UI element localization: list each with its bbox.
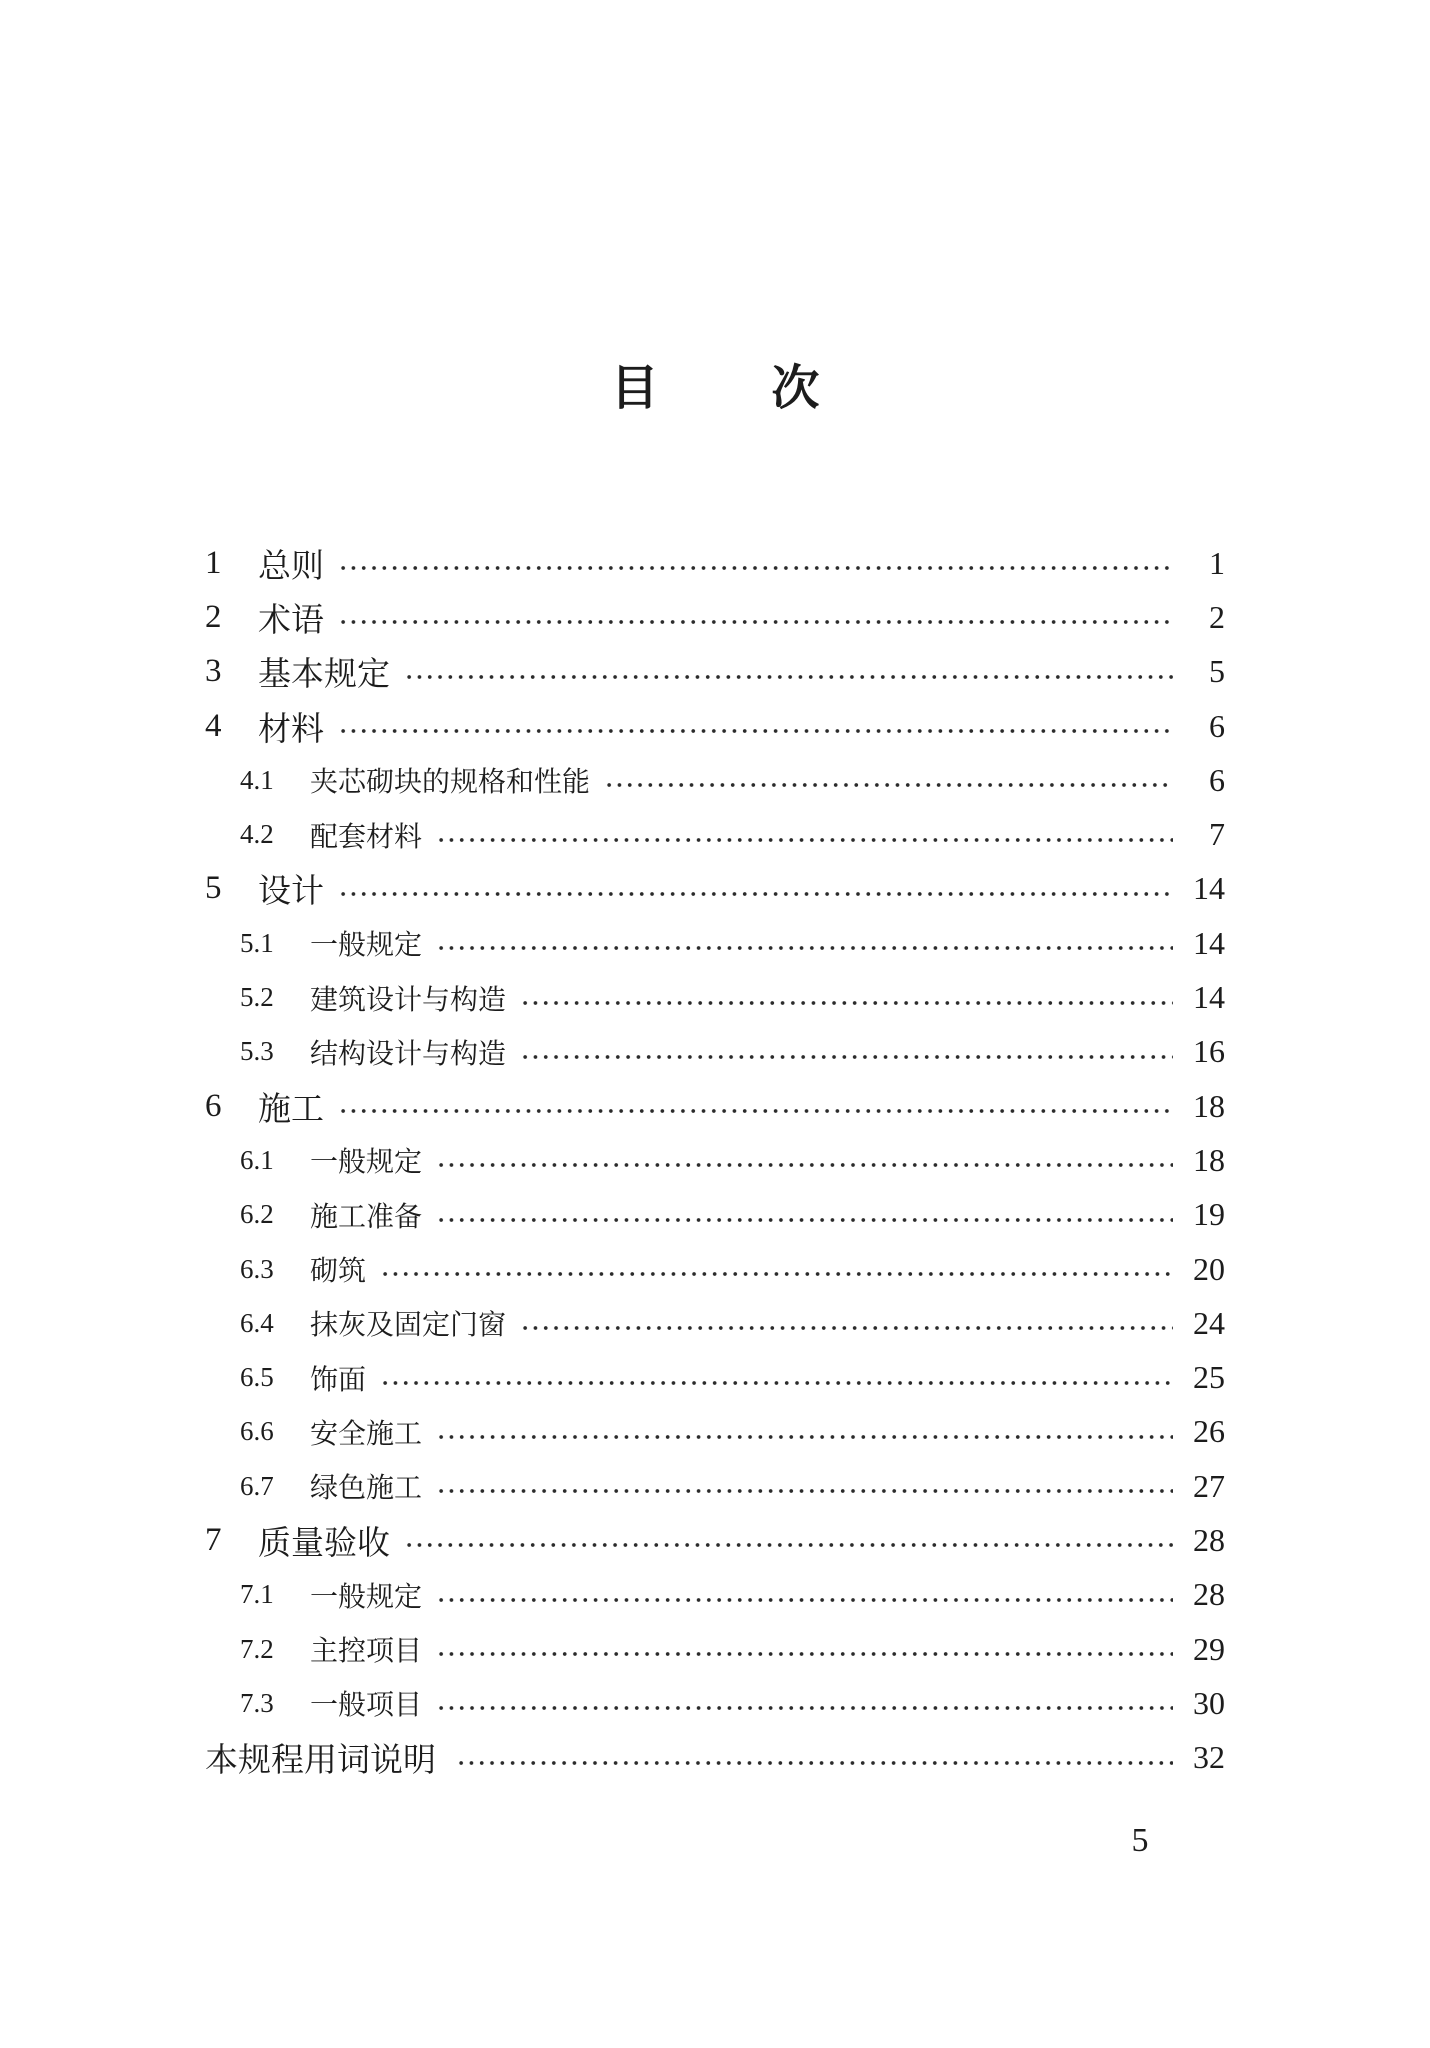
toc-entry-number: 6.3 [240, 1253, 274, 1284]
toc-entry-page: 18 [1193, 1087, 1225, 1124]
toc-entry-page: 14 [1193, 870, 1225, 907]
toc-entry-title: 结构设计与构造 [310, 1036, 507, 1070]
toc-entry-title: 配套材料 [310, 819, 423, 853]
toc-entry-title: 质量验收 [258, 1522, 390, 1562]
toc-entry-title: 饰面 [310, 1362, 367, 1396]
toc-entry-number: 5.1 [240, 927, 274, 958]
toc-entry-page: 1 [1209, 544, 1225, 581]
toc-entry-title: 本规程用词说明 [205, 1740, 436, 1780]
toc-entry-number: 1 [205, 544, 222, 581]
toc-dot-leader [404, 674, 1173, 680]
toc-entry[interactable] [205, 1459, 1225, 1513]
toc-entry-page: 26 [1193, 1413, 1225, 1450]
toc-entry[interactable] [205, 1133, 1225, 1187]
table-of-contents [205, 536, 1225, 1785]
toc-dot-leader [338, 619, 1173, 625]
toc-dot-leader [380, 1380, 1173, 1386]
toc-entry[interactable] [205, 1513, 1225, 1567]
toc-entry-number: 7.2 [240, 1633, 274, 1664]
toc-entry[interactable] [205, 753, 1225, 807]
toc-entry-title: 砌筑 [310, 1254, 367, 1287]
toc-entry[interactable] [205, 1025, 1225, 1079]
toc-dot-leader [520, 1325, 1173, 1331]
toc-entry-title: 设计 [258, 871, 324, 911]
toc-entry[interactable] [205, 862, 1225, 916]
toc-dot-leader [436, 945, 1173, 951]
toc-entry[interactable] [205, 699, 1225, 753]
toc-dot-leader [404, 1542, 1173, 1548]
toc-entry-number: 4 [205, 707, 222, 744]
toc-entry-page: 7 [1209, 816, 1225, 853]
toc-entry-number: 4.2 [240, 819, 274, 850]
toc-dot-leader [520, 1054, 1173, 1060]
toc-entry-number: 7.3 [240, 1687, 274, 1718]
toc-dot-leader [436, 1651, 1173, 1657]
toc-entry-title: 材料 [258, 708, 324, 748]
toc-dot-leader [436, 837, 1173, 843]
toc-entry[interactable] [205, 1188, 1225, 1242]
toc-dot-leader [338, 891, 1173, 897]
toc-entry[interactable] [205, 1731, 1225, 1785]
toc-entry-title: 施工准备 [310, 1199, 423, 1233]
toc-entry-page: 29 [1193, 1630, 1225, 1667]
toc-dot-leader [338, 728, 1173, 734]
toc-dot-leader [436, 1162, 1173, 1168]
toc-entry-title: 安全施工 [310, 1416, 423, 1450]
toc-entry-page: 16 [1193, 1033, 1225, 1070]
toc-entry-number: 6.2 [240, 1199, 274, 1230]
toc-dot-leader [338, 565, 1173, 571]
toc-entry[interactable] [205, 916, 1225, 970]
toc-entry[interactable] [205, 1350, 1225, 1404]
toc-entry-number: 5 [205, 870, 222, 907]
page-number: 5 [1131, 1822, 1149, 1859]
toc-entry-page: 14 [1193, 924, 1225, 961]
toc-entry-number: 6.5 [240, 1362, 274, 1393]
toc-entry-title: 建筑设计与构造 [310, 982, 507, 1016]
toc-entry[interactable] [205, 1568, 1225, 1622]
toc-entry-title: 一般规定 [310, 928, 423, 962]
toc-entry[interactable] [205, 1622, 1225, 1676]
toc-entry-page: 20 [1193, 1250, 1225, 1287]
toc-entry-page: 28 [1193, 1521, 1225, 1558]
toc-entry-number: 2 [205, 598, 222, 635]
toc-dot-leader [520, 1000, 1173, 1006]
toc-entry-number: 7.1 [240, 1579, 274, 1610]
toc-dot-leader [380, 1271, 1173, 1277]
toc-entry[interactable] [205, 536, 1225, 590]
toc-entry-page: 6 [1209, 707, 1225, 744]
toc-dot-leader [456, 1760, 1173, 1766]
toc-entry-page: 2 [1209, 598, 1225, 635]
toc-entry[interactable] [205, 807, 1225, 861]
toc-entry-title: 绿色施工 [310, 1471, 423, 1505]
toc-entry-title: 基本规定 [258, 654, 390, 694]
toc-entry-page: 27 [1193, 1467, 1225, 1504]
toc-entry-page: 14 [1193, 979, 1225, 1016]
toc-entry-page: 5 [1209, 653, 1225, 690]
toc-entry-title: 一般规定 [310, 1579, 423, 1613]
toc-entry[interactable] [205, 590, 1225, 644]
toc-entry-number: 5.2 [240, 982, 274, 1013]
toc-entry-page: 28 [1193, 1576, 1225, 1613]
toc-entry-number: 5.3 [240, 1036, 274, 1067]
toc-dot-leader [436, 1488, 1173, 1494]
toc-entry-number: 6.4 [240, 1307, 274, 1338]
toc-entry-number: 6.7 [240, 1470, 274, 1501]
toc-entry-number: 6.6 [240, 1416, 274, 1447]
toc-entry[interactable] [205, 645, 1225, 699]
toc-dot-leader [436, 1597, 1173, 1603]
toc-entry-title: 主控项目 [310, 1634, 423, 1668]
toc-entry-title: 抹灰及固定门窗 [310, 1308, 507, 1342]
toc-dot-leader [338, 1108, 1173, 1114]
toc-entry[interactable] [205, 1079, 1225, 1133]
toc-entry-page: 18 [1193, 1141, 1225, 1178]
toc-entry-page: 6 [1209, 761, 1225, 798]
toc-entry[interactable] [205, 1242, 1225, 1296]
toc-entry-page: 30 [1193, 1684, 1225, 1721]
toc-entry[interactable] [205, 1405, 1225, 1459]
toc-entry[interactable] [205, 970, 1225, 1024]
toc-entry-title: 夹芯砌块的规格和性能 [310, 765, 591, 799]
toc-dot-leader [436, 1705, 1173, 1711]
toc-dot-leader [604, 782, 1173, 788]
toc-entry[interactable] [205, 1296, 1225, 1350]
toc-entry-title: 术语 [258, 599, 324, 639]
toc-entry-number: 7 [205, 1521, 222, 1558]
toc-entry-number: 3 [205, 653, 222, 690]
toc-entry-page: 19 [1193, 1196, 1225, 1233]
toc-entry-title: 总则 [258, 545, 324, 585]
toc-dot-leader [436, 1434, 1173, 1440]
toc-dot-leader [436, 1217, 1173, 1223]
toc-entry-number: 4.1 [240, 764, 274, 795]
toc-entry-page: 24 [1193, 1304, 1225, 1341]
toc-entry-page: 32 [1193, 1739, 1225, 1776]
toc-entry-number: 6 [205, 1087, 222, 1124]
toc-entry-title: 一般项目 [310, 1688, 423, 1722]
toc-entry[interactable] [205, 1676, 1225, 1730]
toc-entry-number: 6.1 [240, 1144, 274, 1175]
page-title: 目 次 [610, 360, 868, 416]
toc-entry-page: 25 [1193, 1359, 1225, 1396]
toc-entry-title: 施工 [258, 1088, 324, 1128]
toc-entry-title: 一般规定 [310, 1145, 423, 1179]
